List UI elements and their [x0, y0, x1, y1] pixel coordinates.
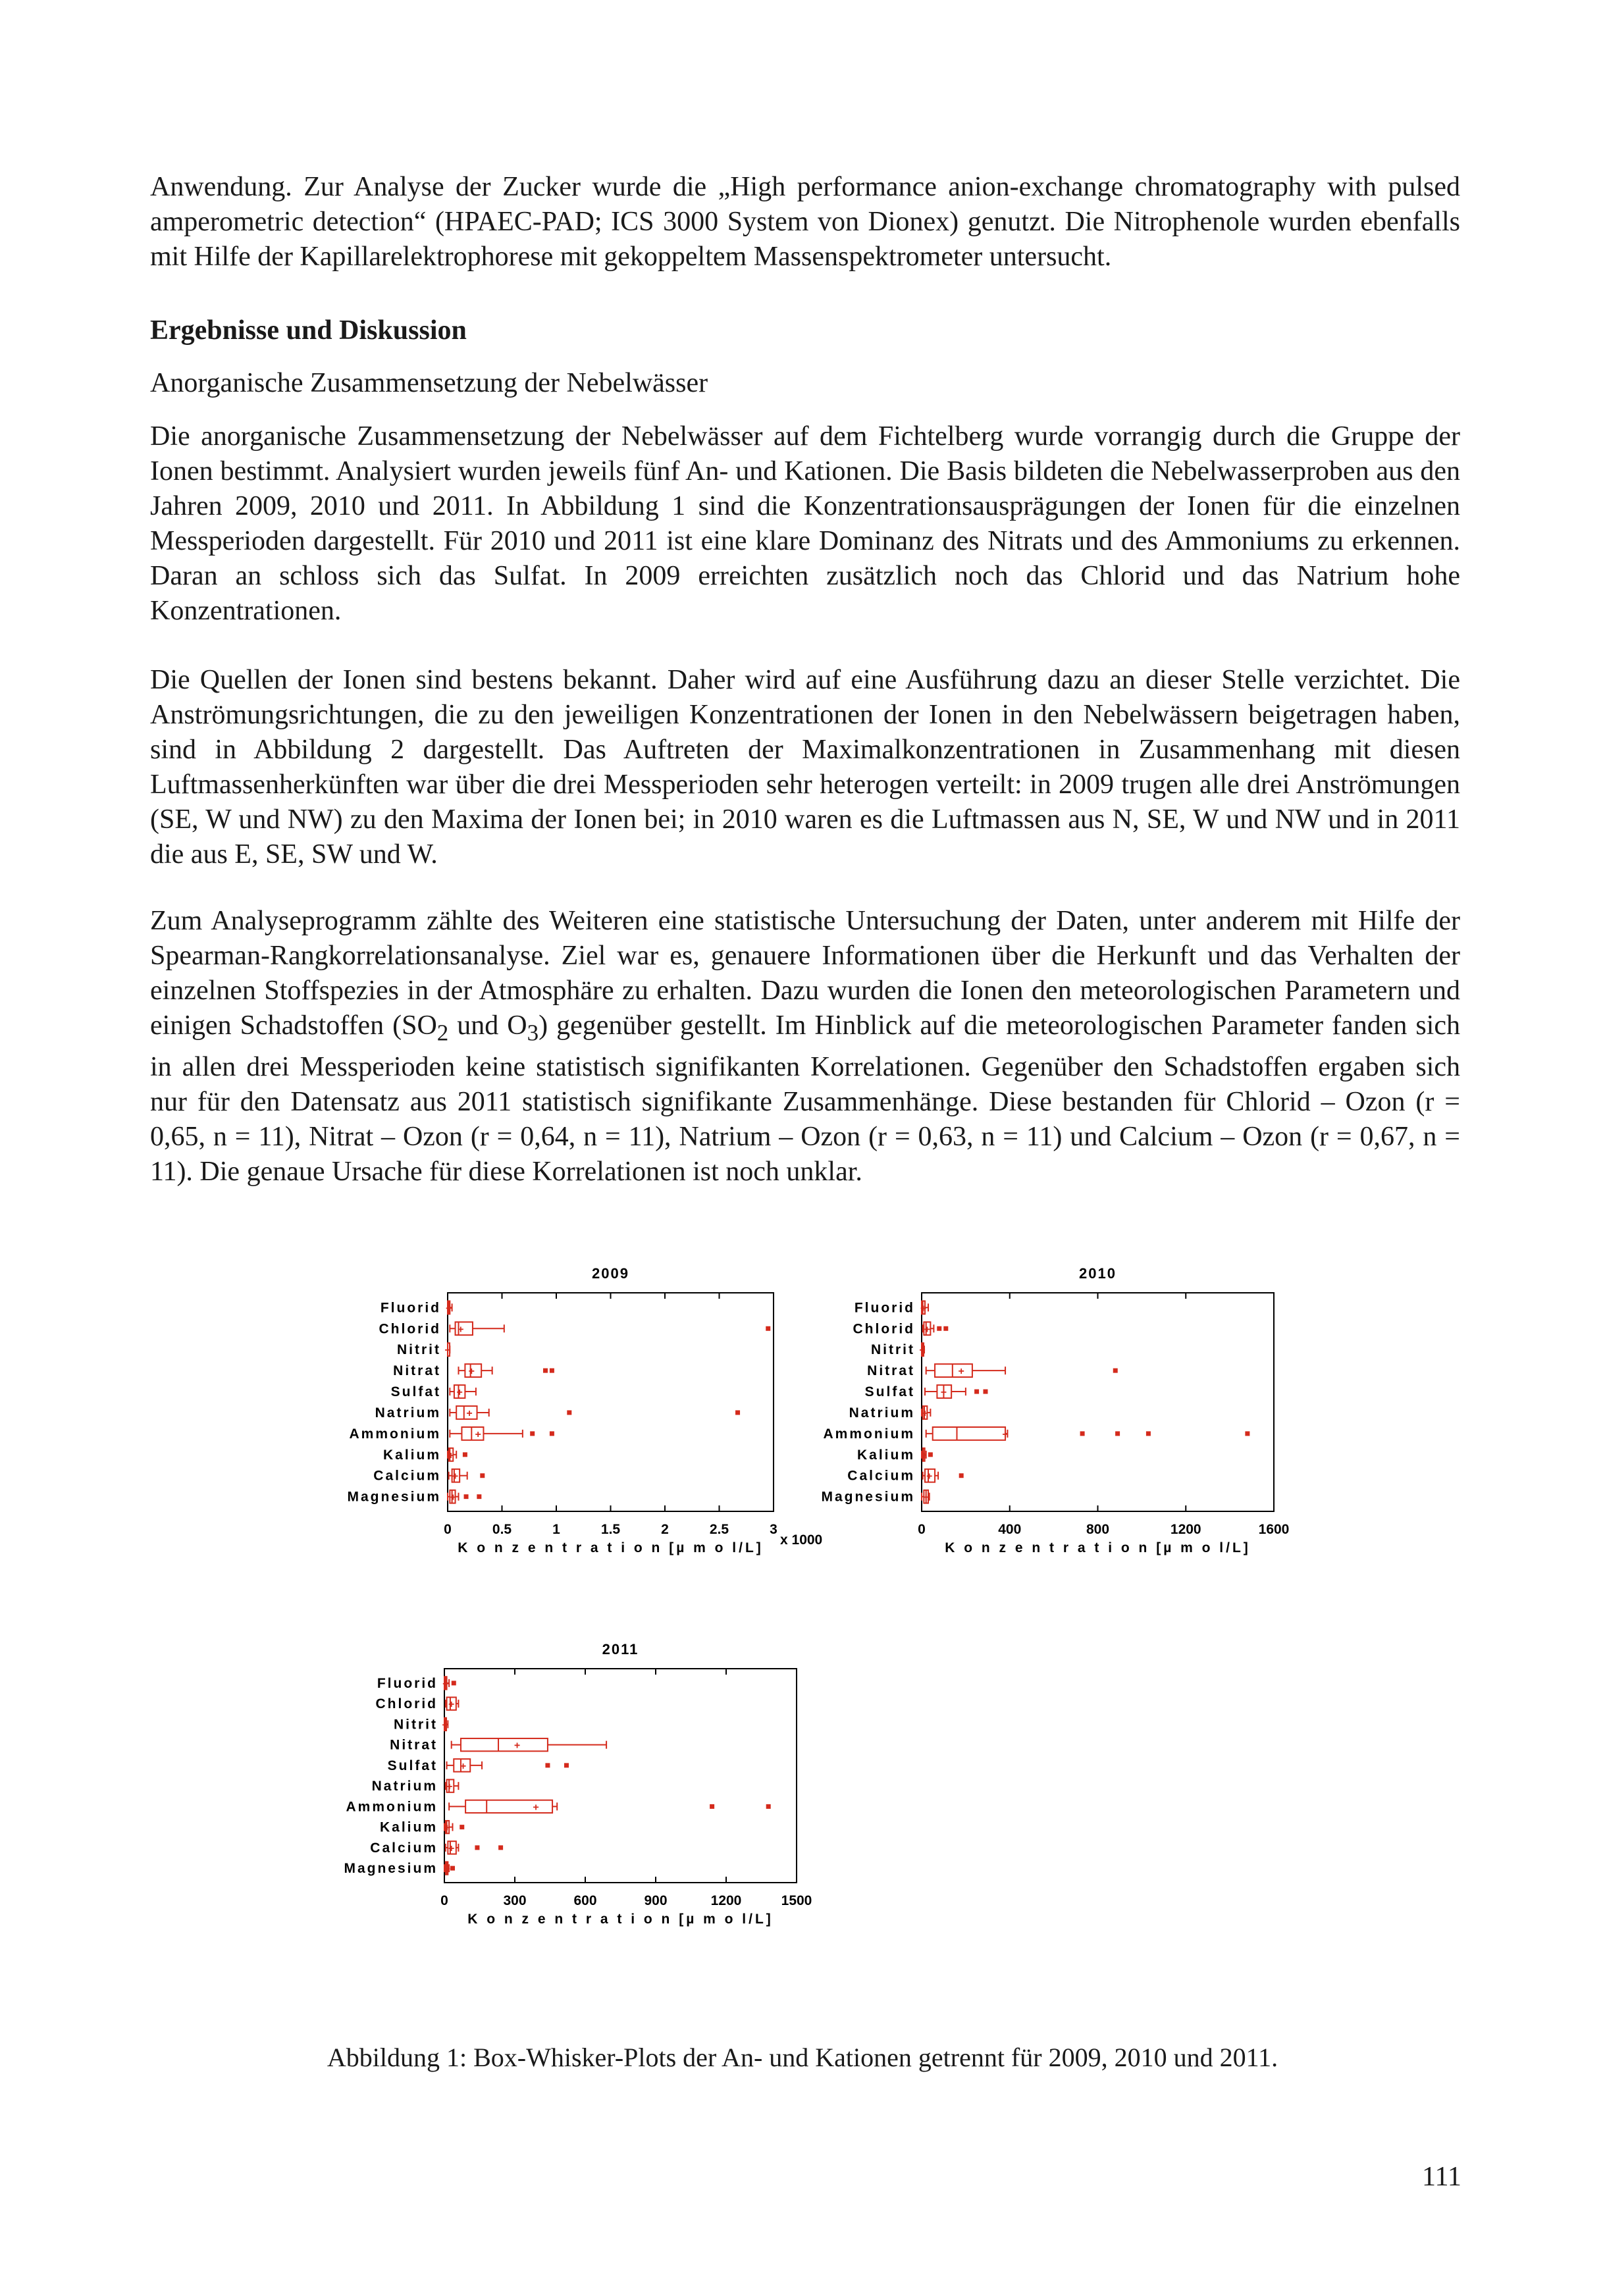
ion-label: Natrium — [849, 1405, 915, 1421]
ion-label: Ammonium — [349, 1426, 441, 1442]
outlier-point — [974, 1390, 979, 1394]
ion-label: Natrium — [375, 1405, 441, 1421]
x-tick-label: 1600 — [1258, 1522, 1290, 1537]
ion-label: Magnesium — [347, 1489, 441, 1505]
plot-frame — [444, 1669, 797, 1883]
outlier-point — [463, 1452, 467, 1457]
mean-marker: + — [446, 1781, 453, 1793]
text-run: und O — [448, 1010, 527, 1041]
ion-label: Nitrit — [397, 1342, 441, 1358]
outlier-point — [530, 1431, 535, 1436]
mean-marker: + — [442, 1719, 448, 1731]
mean-marker: + — [448, 1699, 455, 1711]
outlier-point — [735, 1410, 740, 1415]
outlier-point — [477, 1494, 481, 1499]
mean-marker: + — [444, 1822, 450, 1834]
mean-marker: + — [940, 1387, 947, 1399]
x-tick-label: 2.5 — [709, 1522, 729, 1537]
outlier-point — [450, 1866, 455, 1871]
ion-label: Nitrat — [867, 1363, 915, 1379]
x-tick-label: 1500 — [781, 1893, 812, 1908]
outlier-point — [1115, 1431, 1120, 1436]
ion-label: Calcium — [373, 1468, 441, 1484]
section-heading: Ergebnisse und Diskussion — [150, 315, 467, 346]
x-tick-label: 900 — [644, 1893, 668, 1908]
outlier-point — [545, 1763, 550, 1767]
outlier-point — [567, 1410, 571, 1415]
paragraph-composition — [150, 419, 1460, 629]
ion-label: Chlorid — [379, 1321, 441, 1337]
paragraph-text: Die Quellen der Ionen sind bestens bekannt. Daher wird auf eine Ausführung dazu an dieser Stelle verzichtet. Die Anströmungsrichtungen, die zu den jeweiligen Konzentrationen der Ionen in den Nebelwässern beigetragen haben, sind in Abbildung 2 dargestellt. Das Auftreten der Maximalkonzentrationen in Zusammenhang mit diesen Luftmassenherkünften war über die drei Messperioden sehr heterogen verteilt: in 2009 trugen alle drei Anströmungen (SE, W und NW) zu den Maxima der Ionen bei; in 2010 waren es die Luftmassen aus N, SE, W und NW und in 2011 die aus E, SE, SW und W. — [150, 665, 1460, 870]
ion-label: Magnesium — [344, 1861, 438, 1877]
box-iqr — [935, 1364, 972, 1377]
outlier-point — [464, 1494, 469, 1499]
x-tick-label: 1200 — [710, 1893, 742, 1908]
mean-marker: + — [448, 1449, 454, 1461]
outlier-point — [1146, 1431, 1151, 1436]
outlier-point — [710, 1804, 714, 1809]
text-run: Zum Analyseprogramm zählte des Weiteren eine statistische Untersuchung der Daten, unter anderem mit Hilfe der Spearman-Rangkorrelationsanalyse. Ziel war es, genauere Informationen über die Herkunft und das Verhalten der einzelnen Stoffspezies in der Atmosphäre zu erhalten. Dazu wurden die Ionen den meteorologischen Parametern und einigen Schadstoffen (SO — [150, 906, 1460, 1041]
mean-marker: + — [458, 1324, 464, 1336]
mean-marker: + — [958, 1366, 964, 1378]
outlier-point — [1245, 1431, 1250, 1436]
paragraph-intro — [150, 170, 1460, 274]
outlier-point — [475, 1845, 479, 1850]
section-subheading: Anorganische Zusammensetzung der Nebelwässer — [150, 368, 708, 398]
mean-marker: + — [1002, 1428, 1009, 1440]
x-axis-label: K o n z e n t r a t i o n [µ m o l/L] — [467, 1912, 774, 1927]
chart-title: 2009 — [592, 1265, 629, 1282]
mean-marker: + — [920, 1303, 927, 1315]
paragraph-text: Die anorganische Zusammensetzung der Nebelwässer auf dem Fichtelberg wurde vorrangig durch die Gruppe der Ionen bestimmt. Analysiert wurden jeweils fünf An- und Kationen. Die Basis bildeten die Nebelwasserproben aus den Jahren 2009, 2010 und 2011. In Abbildung 1 sind die Konzentrationsausprägungen der Ionen für die einzelnen Messperioden dargestellt. Für 2010 und 2011 ist eine klare Dominanz des Nitrats und des Ammoniums zu erkennen. Daran an schloss sich das Sulfat. In 2009 erreichten zusätzlich noch das Chlorid und das Natrium hohe Konzentrationen. — [150, 421, 1460, 626]
mean-marker: + — [923, 1492, 930, 1503]
x-tick-label: 0 — [918, 1522, 926, 1537]
plot-frame — [922, 1293, 1274, 1511]
mean-marker: + — [533, 1802, 539, 1813]
ion-label: Nitrit — [394, 1717, 438, 1733]
chart-title: 2010 — [1079, 1265, 1117, 1282]
paragraph-sources — [150, 663, 1460, 872]
ion-label: Nitrit — [871, 1342, 915, 1358]
ion-label: Nitrat — [393, 1363, 441, 1379]
mean-marker: + — [468, 1366, 475, 1378]
ion-label: Sulfat — [864, 1384, 915, 1400]
ion-label: Sulfat — [387, 1758, 438, 1773]
mean-marker: + — [926, 1471, 933, 1482]
outlier-point — [460, 1825, 464, 1829]
mean-marker: + — [444, 1345, 451, 1357]
mean-marker: + — [450, 1492, 456, 1503]
ion-label: Kalium — [382, 1447, 441, 1463]
x-axis-label: K o n z e n t r a t i o n [µ m o l/L] — [945, 1540, 1251, 1555]
outlier-point — [766, 1326, 770, 1331]
outlier-point — [550, 1431, 554, 1436]
x-tick-label: 1.5 — [600, 1522, 621, 1537]
box-iqr — [933, 1427, 1005, 1440]
paragraph-statistics — [150, 904, 1460, 1189]
outlier-point — [766, 1804, 771, 1809]
x-tick-label: 0 — [444, 1522, 452, 1537]
x-axis-label: K o n z e n t r a t i o n [µ m o l/L] — [458, 1540, 764, 1555]
outlier-point — [1080, 1431, 1085, 1436]
chart-title: 2011 — [602, 1641, 639, 1657]
ion-label: Fluorid — [380, 1300, 441, 1316]
paragraph-text — [150, 904, 1460, 1189]
ion-label: Kalium — [856, 1447, 915, 1463]
ion-label: Magnesium — [821, 1489, 915, 1505]
mean-marker: + — [475, 1428, 481, 1440]
figure-caption: Abbildung 1: Box-Whisker-Plots der An- und Kationen getrennt für 2009, 2010 und 2011. — [327, 2043, 1278, 2072]
x-tick-label: 300 — [503, 1893, 527, 1908]
mean-marker: + — [513, 1740, 521, 1752]
mean-marker: + — [460, 1760, 467, 1772]
x-tick-label: 400 — [998, 1522, 1022, 1537]
mean-marker: + — [920, 1449, 928, 1461]
outlier-point — [983, 1390, 987, 1394]
outlier-point — [498, 1845, 503, 1850]
x-tick-label: 3 — [770, 1522, 777, 1537]
outlier-point — [1113, 1369, 1118, 1373]
mean-marker: + — [919, 1345, 926, 1357]
paragraph-methods: Anwendung. Zur Analyse der Zucker wurde die „High performance anion-exchange chromatography with pulsed amperometric detection“ (HPAEC-PAD; ICS 3000 System von Dionex) genutzt. Die Nitrophenole wurden ebenfalls mit Hilfe der Kapillarelektrophorese mit gekoppeltem Massenspektrometer untersucht. — [150, 172, 1460, 272]
ion-label: Chlorid — [375, 1696, 438, 1712]
x-tick-label: 600 — [573, 1893, 597, 1908]
box-iqr — [465, 1800, 552, 1813]
outlier-point — [928, 1452, 933, 1457]
subscript: 3 — [527, 1020, 539, 1046]
ion-label: Chlorid — [853, 1321, 915, 1337]
page-number: 111 — [1422, 2162, 1461, 2192]
mean-marker: + — [922, 1407, 928, 1419]
mean-marker: + — [448, 1842, 455, 1854]
outlier-point — [543, 1369, 548, 1373]
mean-marker: + — [442, 1678, 449, 1690]
ion-label: Fluorid — [377, 1675, 438, 1691]
ion-label: Sulfat — [390, 1384, 441, 1400]
text-run: ) gegenüber gestellt. Im Hinblick auf die meteorologischen Parameter fanden sich in allen drei Messperioden keine statistisch signifikanten Korrelationen. Gegenüber den Schadstoffen ergaben sich nur für den Datensatz aus 2011 statistisch signifikante Zusammenhänge. Diese bestanden für Chlorid – Ozon (r = 0,65, n = 11), Nitrat – Ozon (r = 0,64, n = 11), Natrium – Ozon (r = 0,63, n = 11) und Calcium – Ozon (r = 0,67, n = 11). Die genaue Ursache für diese Korrelationen ist noch unklar. — [150, 1010, 1460, 1187]
ion-label: Fluorid — [854, 1300, 915, 1316]
plot-frame — [445, 1293, 774, 1511]
x-tick-label: 2 — [661, 1522, 669, 1537]
outlier-point — [943, 1326, 948, 1331]
subscript: 2 — [436, 1020, 449, 1046]
mean-marker: + — [444, 1864, 450, 1875]
mean-marker: + — [452, 1471, 459, 1482]
mean-marker: + — [456, 1387, 463, 1399]
ion-label: Natrium — [371, 1779, 438, 1794]
outlier-point — [550, 1369, 554, 1373]
ion-label: Calcium — [370, 1840, 438, 1856]
x-tick-label: 0.5 — [492, 1522, 512, 1537]
x-tick-label: 800 — [1086, 1522, 1110, 1537]
x-axis-scale-label: x 1000 — [780, 1532, 823, 1548]
ion-label: Calcium — [847, 1468, 915, 1484]
mean-marker: + — [924, 1324, 931, 1336]
figure-box-whisker-plots — [0, 1244, 1605, 2060]
outlier-point — [564, 1763, 569, 1767]
x-tick-label: 0 — [440, 1893, 448, 1908]
outlier-point — [937, 1326, 941, 1331]
ion-label: Ammonium — [823, 1426, 915, 1442]
ion-label: Nitrat — [390, 1737, 438, 1753]
outlier-point — [480, 1473, 485, 1478]
outlier-point — [959, 1473, 964, 1478]
mean-marker: + — [466, 1407, 473, 1419]
mean-marker: + — [445, 1303, 452, 1315]
box-iqr — [461, 1738, 548, 1751]
ion-label: Ammonium — [346, 1799, 438, 1815]
ion-label: Kalium — [379, 1819, 438, 1835]
x-tick-label: 1200 — [1170, 1522, 1201, 1537]
x-tick-label: 1 — [552, 1522, 560, 1537]
outlier-point — [452, 1681, 456, 1685]
